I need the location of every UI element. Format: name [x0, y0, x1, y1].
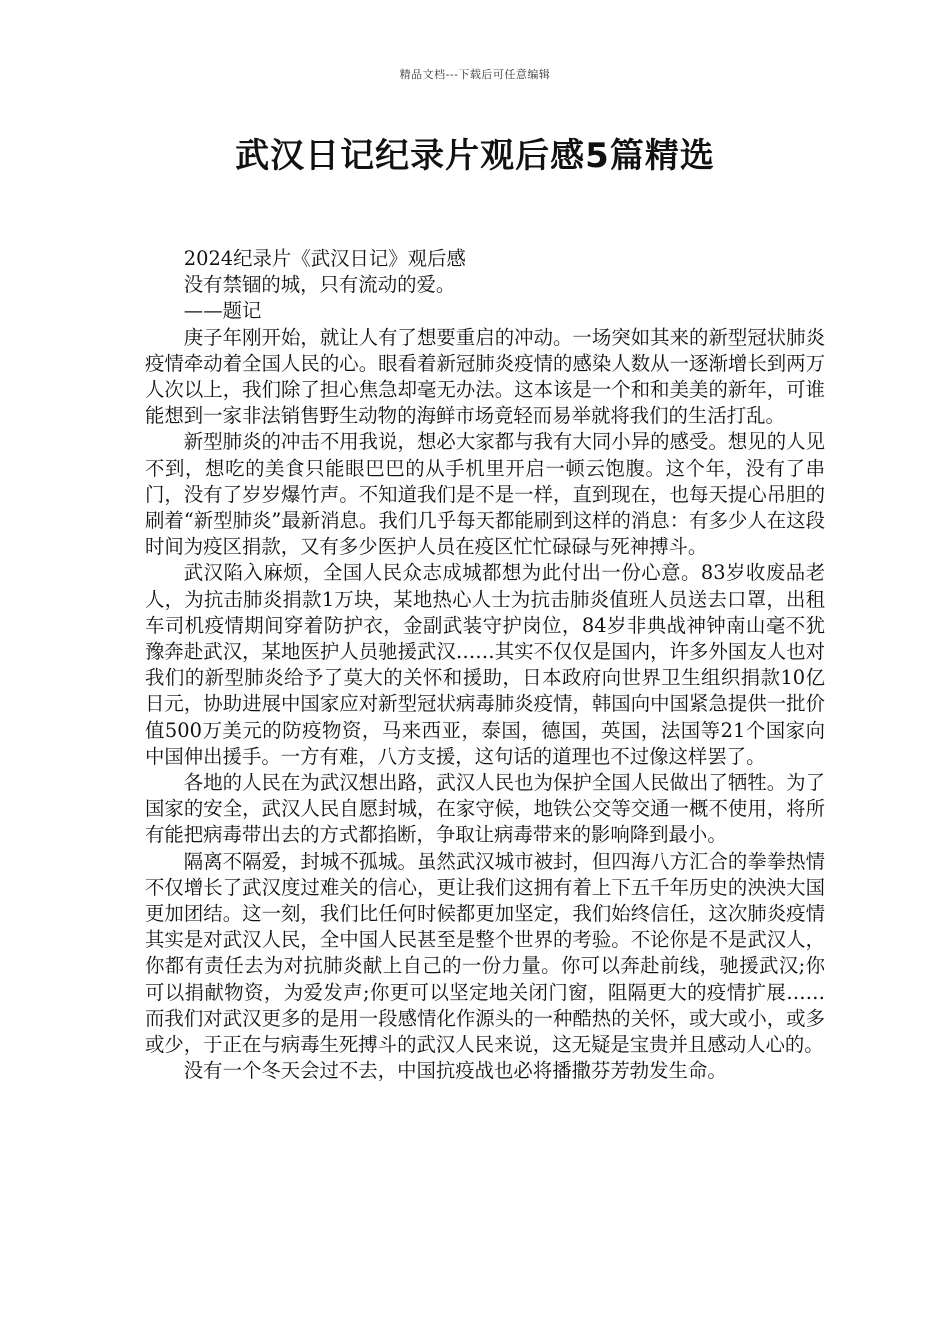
essay-heading: 2024纪录片《武汉日记》观后感 [183, 247, 466, 270]
document-body [145, 246, 825, 1085]
body-paragraph: 新型肺炎的冲击不用我说，想必大家都与我有大同小异的感受。想见的人见不到，想吃的美食只能眼巴巴的从手机里开启一顿云饱腹。这个年，没有了串门，没有了岁岁爆竹声。不知道我们是不是一样，直到现在，也每天提心吊胆的刷着“新型肺炎”最新消息。我们几乎每天都能刷到这样的消息：有多少人在这段时间为疫区捐款，又有多少医护人员在疫区忙忙碌碌与死神搏斗。 [145, 430, 825, 559]
header-note: 精品文档---下载后可任意编辑 [399, 68, 551, 81]
epigraph-attribution: ——题记 [183, 299, 262, 323]
body-paragraph: 隔离不隔爱，封城不孤城。虽然武汉城市被封，但四海八方汇合的拳拳热情不仅增长了武汉度过难关的信心，更让我们这拥有着上下五千年历史的泱泱大国更加团结。这一刻，我们比任何时候都更加坚定，我们始终信任，这次肺炎疫情其实是对武汉人民，全中国人民甚至是整个世界的考验。不论你是不是武汉人，你都有责任去为对抗肺炎献上自己的一份力量。你可以奔赴前线，驰援武汉;你可以捐献物资，为爱发声;你更可以坚定地关闭门窗，阻隔更大的疫情扩展……而我们对武汉更多的是用一段感情化作源头的一种酷热的关怀，或大或小，或多或少，于正在与病毒生死搏斗的武汉人民来说，这无疑是宝贵并且感动人心的。 [145, 849, 825, 1057]
body-paragraph: 没有一个冬天会过不去，中国抗疫战也必将播撒芬芳勃发生命。 [183, 1059, 727, 1083]
epigraph: 没有禁锢的城，只有流动的爱。 [183, 273, 456, 297]
body-paragraph: 庚子年刚开始，就让人有了想要重启的冲动。一场突如其来的新型冠状肺炎疫情牵动着全国人民的心。眼看着新冠肺炎疫情的感染人数从一逐渐增长到两万人次以上，我们除了担心焦急却毫无办法。这本该是一个和和美美的新年，可谁能想到一家非法销售野生动物的海鲜市场竟轻而易举就将我们的生活打乱。 [145, 325, 825, 428]
document-title: 武汉日记纪录片观后感5篇精选 [235, 136, 715, 176]
body-paragraph: 各地的人民在为武汉想出路，武汉人民也为保护全国人民做出了牺牲。为了国家的安全，武汉人民自愿封城，在家守候，地铁公交等交通一概不使用，将所有能把病毒带出去的方式都掐断，争取让病毒带来的影响降到最小。 [145, 771, 825, 847]
body-paragraph: 武汉陷入麻烦，全国人民众志成城都想为此付出一份心意。83岁收废品老人，为抗击肺炎捐款1万块，某地热心人士为抗击肺炎值班人员送去口罩，出租车司机疫情期间穿着防护衣，金副武装守护岗位，84岁非典战神钟南山毫不犹豫奔赴武汉，某地医护人员驰援武汉……其实不仅仅是国内，许多外国友人也对我们的新型肺炎给予了莫大的关怀和援助，日本政府向世界卫生组织捐款10亿日元，协助进展中国家应对新型冠状病毒肺炎疫情，韩国向中国紧急提供一批价值500万美元的防疫物资，马来西亚，泰国，德国，英国，法国等21个国家向中国伸出援手。一方有难，八方支援，这句话的道理也不过像这样罢了。 [145, 561, 825, 768]
